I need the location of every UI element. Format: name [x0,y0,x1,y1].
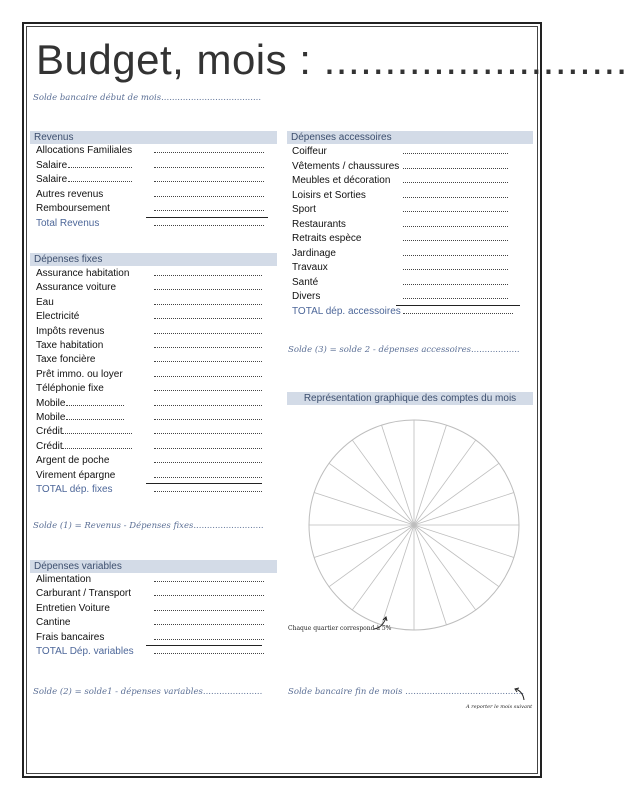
fixes-item-label: Impôts revenus [36,325,105,337]
fixes-item-label: Prêt immo. ou loyer [36,368,123,380]
revenus-total-label: Total Revenus [36,217,100,229]
accessoires-amount-field[interactable] [403,284,508,285]
accessoires-amount-field[interactable] [403,226,508,227]
accessoires-amount-field[interactable] [403,269,508,270]
revenus-amount-field[interactable] [154,167,264,168]
fixes-row [36,368,286,382]
pie-slice-divider [352,440,414,525]
fixes-item-label: Crédit [36,426,63,438]
fixes-amount-field[interactable] [154,448,262,449]
page-title: Budget, mois : ......................... [36,36,628,83]
variables-item-label: Alimentation [36,574,92,585]
fixes-row [36,353,286,367]
pie-slice-divider [329,463,414,525]
variables-total-field[interactable] [154,653,264,654]
revenus-total-field[interactable] [154,225,264,226]
pie-slice-divider [414,425,446,525]
revenus-total-row [36,217,286,231]
fixes-item-label: Argent de poche [36,455,110,467]
solde-fin-label: Solde bancaire fin de mois ............................................ [288,687,525,697]
fixes-item-label: Assurance voiture [36,282,117,294]
graph-header: Représentation graphique des comptes du mois [287,392,533,405]
fixes-inline-field[interactable] [66,419,124,420]
accessoires-item-label: Jardinage [292,247,336,259]
pie-slice-divider [352,525,414,610]
revenus-row [36,159,286,173]
fixes-item-label: Téléphonie fixe [36,383,104,395]
accessoires-item-label: Travaux [292,262,328,273]
accessoires-amount-field[interactable] [403,197,508,198]
revenus-row [36,202,286,216]
fixes-amount-field[interactable] [154,462,262,463]
fixes-amount-field[interactable] [154,361,262,362]
accessoires-row [292,218,542,232]
pie-note-arrow-icon [372,614,392,632]
variables-amount-field[interactable] [154,581,264,582]
fixes-amount-field[interactable] [154,405,262,406]
pie-slice-divider [414,493,514,525]
fixes-item-label: Mobile [36,412,66,423]
variables-total-label: TOTAL Dép. variables [36,646,134,657]
pie-note: Chaque quartier correspond à 5% [288,625,392,632]
pie-slice-divider [382,425,414,525]
accessoires-total-label: TOTAL dép. accessoires [292,305,401,317]
pie-slice-divider [382,525,414,625]
fixes-inline-field[interactable] [66,405,124,406]
fixes-row [36,296,286,310]
fixes-amount-field[interactable] [154,477,262,478]
accessoires-row [292,276,542,290]
revenus-sum-line [146,217,268,218]
variables-amount-field[interactable] [154,595,264,596]
variables-row [36,616,286,630]
accessoires-amount-field[interactable] [403,211,508,212]
revenus-item-label: Remboursement [36,203,110,214]
accessoires-amount-field[interactable] [403,255,508,256]
accessoires-row [292,189,542,203]
fixes-item-label: Crédit [36,440,63,452]
fixes-row [36,440,286,454]
fixes-amount-field[interactable] [154,390,262,391]
accessoires-row [292,160,542,174]
variables-item-label: Carburant / Transport [36,588,132,600]
revenus-item-label: Autres revenus [36,188,104,200]
revenus-amount-field[interactable] [154,210,264,211]
revenus-row [36,144,286,158]
variables-row [36,602,286,616]
fixes-row [36,411,286,425]
fixes-item-label: Virement épargne [36,469,116,481]
pie-slice-divider [414,440,476,525]
report-arrow-icon [512,686,530,702]
variables-header: Dépenses variables [30,560,277,573]
fixes-row [36,382,286,396]
variables-total-row [36,645,286,659]
pie-slice-divider [414,525,446,625]
accessoires-row [292,290,542,304]
fixes-header: Dépenses fixes [30,253,277,266]
revenus-item-label: Salaire [36,159,68,171]
accessoires-row [292,232,542,246]
accessoires-total-row [292,305,542,319]
fixes-row [36,454,286,468]
fixes-amount-field[interactable] [154,333,262,334]
accessoires-row [292,247,542,261]
revenus-inline-field[interactable] [68,167,132,168]
fixes-row [36,397,286,411]
fixes-row [36,469,286,483]
fixes-amount-field[interactable] [154,419,262,420]
solde2-label: Solde (2) = solde1 - dépenses variables...................... [33,687,263,697]
accessoires-item-label: Sport [292,204,316,215]
fixes-item-label: Eau [36,296,54,308]
fixes-row [36,325,286,339]
fixes-item-label: Taxe foncière [36,354,96,366]
fixes-inline-field[interactable] [62,433,132,434]
accessoires-total-field[interactable] [403,313,513,314]
revenus-amount-field[interactable] [154,181,264,182]
fixes-row [36,281,286,295]
fixes-item-label: Electricité [36,311,80,323]
accessoires-sum-line [396,305,520,306]
fixes-item-label: Assurance habitation [36,268,130,279]
solde-debut-label: Solde bancaire début de mois..................................... [33,93,262,103]
variables-item-label: Cantine [36,617,71,629]
fixes-item-label: Mobile [36,397,66,409]
variables-amount-field[interactable] [154,624,264,625]
accessoires-amount-field[interactable] [403,182,508,183]
accessoires-item-label: Vêtements / chaussures [292,160,400,172]
accessoires-item-label: Retraits espèce [292,233,362,244]
accessoires-item-label: Santé [292,276,319,288]
revenus-row [36,188,286,202]
fixes-total-row [36,483,286,497]
accessoires-item-label: Meubles et décoration [292,175,391,186]
solde1-label: Solde (1) = Revenus - Dépenses fixes.......................... [33,521,264,531]
accessoires-item-label: Loisirs et Sorties [292,189,366,201]
pie-chart [304,415,524,635]
revenus-item-label: Allocations Familiales [36,145,133,156]
revenus-item-label: Salaire [36,174,68,185]
pie-slice-divider [414,525,499,587]
variables-item-label: Entretien Voiture [36,602,110,614]
fixes-item-label: Taxe habitation [36,340,104,351]
variables-row [36,573,286,587]
pie-slice-divider [314,493,414,525]
fixes-amount-field[interactable] [154,318,262,319]
fixes-row [36,267,286,281]
fixes-row [36,425,286,439]
accessoires-item-label: Divers [292,291,321,302]
revenus-inline-field[interactable] [68,181,132,182]
revenus-amount-field[interactable] [154,196,264,197]
fixes-amount-field[interactable] [154,433,262,434]
accessoires-amount-field[interactable] [403,168,508,169]
variables-amount-field[interactable] [154,639,264,640]
accessoires-row [292,261,542,275]
fixes-sum-line [146,483,262,484]
fixes-amount-field[interactable] [154,289,262,290]
fixes-amount-field[interactable] [154,347,262,348]
solde3-label: Solde (3) = solde 2 - dépenses accessoires.................. [288,345,520,355]
fixes-total-field[interactable] [154,491,262,492]
fixes-total-label: TOTAL dép. fixes [36,484,113,495]
accessoires-amount-field[interactable] [403,240,508,241]
variables-item-label: Frais bancaires [36,631,105,643]
accessoires-header: Dépenses accessoires [287,131,533,144]
fixes-amount-field[interactable] [154,376,262,377]
accessoires-row [292,203,542,217]
pie-slice-divider [414,525,514,557]
fixes-row [36,310,286,324]
accessoires-row [292,174,542,188]
pie-slice-divider [414,463,499,525]
accessoires-item-label: Restaurants [292,218,346,230]
accessoires-amount-field[interactable] [403,298,508,299]
fixes-inline-field[interactable] [62,448,132,449]
revenus-amount-field[interactable] [154,152,264,153]
accessoires-amount-field[interactable] [403,153,508,154]
accessoires-row [292,145,542,159]
variables-row [36,631,286,645]
pie-slice-divider [314,525,414,557]
report-note: A reporter le mois suivant [466,704,533,710]
fixes-amount-field[interactable] [154,304,262,305]
fixes-amount-field[interactable] [154,275,262,276]
revenus-row [36,173,286,187]
fixes-row [36,339,286,353]
variables-amount-field[interactable] [154,610,264,611]
revenus-header: Revenus [30,131,277,144]
variables-sum-line [146,645,262,646]
accessoires-item-label: Coiffeur [292,146,327,157]
pie-slice-divider [414,525,476,610]
pie-slice-divider [329,525,414,587]
variables-row [36,587,286,601]
